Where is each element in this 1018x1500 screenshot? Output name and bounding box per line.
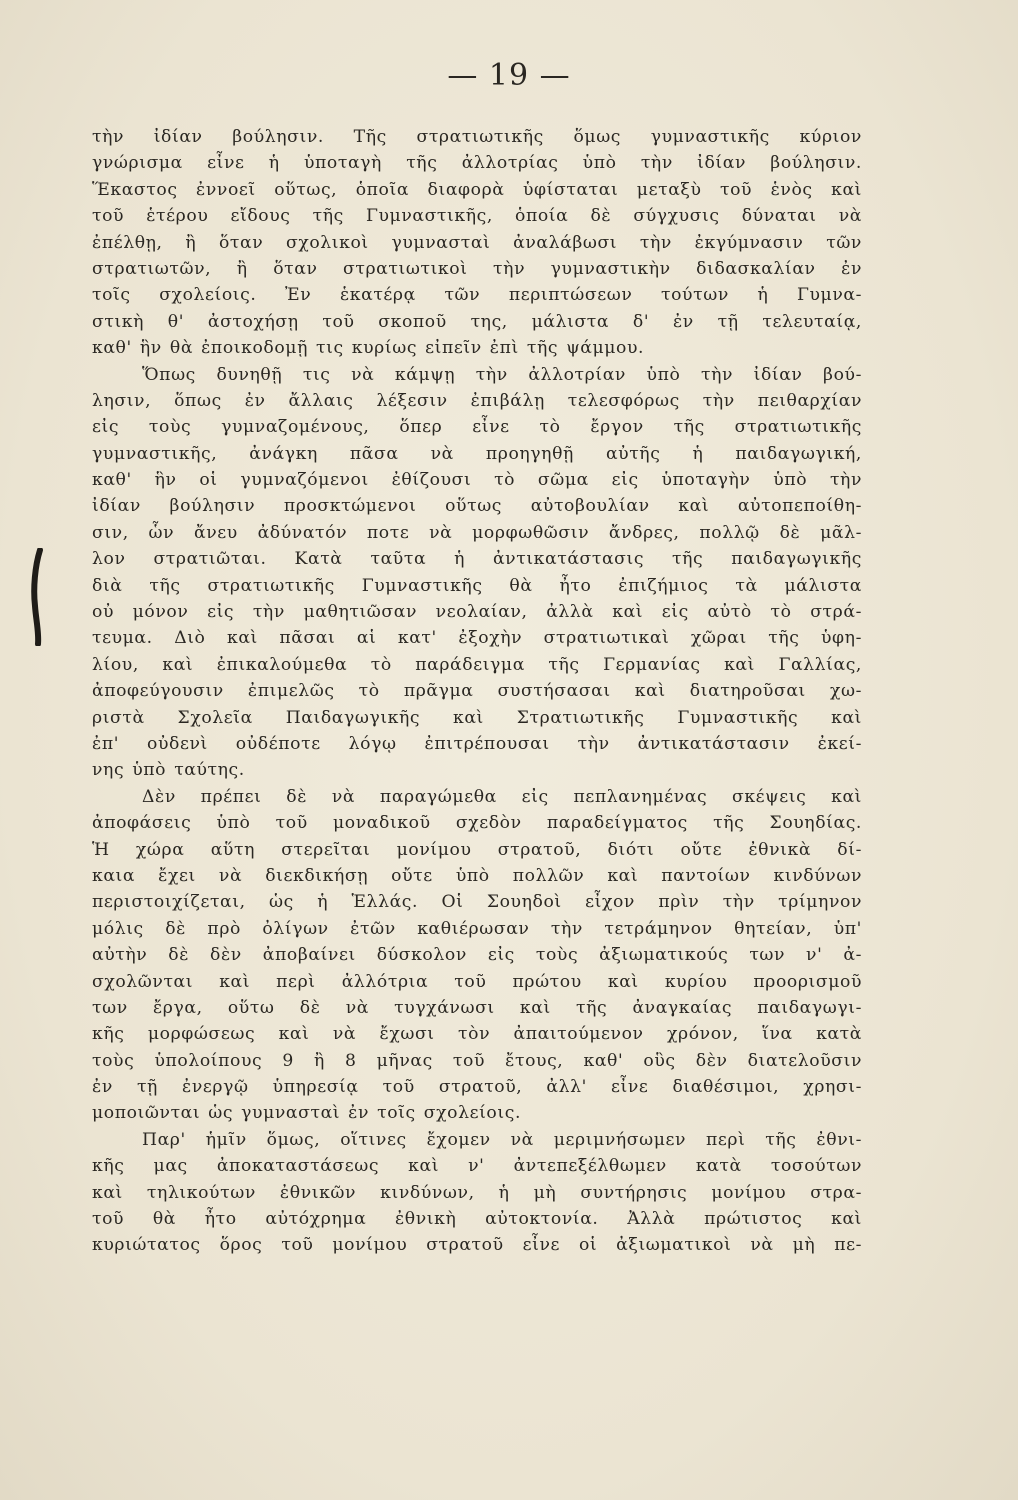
- text-line: στρατιωτῶν, ἢ ὅταν στρατιωτικοὶ τὴν γυμναστικὴν διδασκαλίαν ἐν: [92, 258, 862, 279]
- text-line: των ἔργα, οὕτω δὲ νὰ τυγχάνωσι καὶ τῆς ἀναγκαίας παιδαγωγι-: [92, 997, 862, 1018]
- text-line: διὰ τῆς στρατιωτικῆς Γυμναστικῆς θὰ ἦτο ἐπιζήμιος τὰ μάλιστα: [92, 575, 862, 596]
- text-line: καὶ τηλικούτων ἐθνικῶν κινδύνων, ἡ μὴ συντήρησις μονίμου στρα-: [92, 1182, 862, 1203]
- text-line: τοὺς ὑπολοίπους 9 ἢ 8 μῆνας τοῦ ἔτους, καθ' οὓς δὲν διατελοῦσιν: [92, 1050, 862, 1071]
- text-line: ἀποφάσεις ὑπὸ τοῦ μοναδικοῦ σχεδὸν παραδείγματος τῆς Σουηδίας.: [92, 813, 862, 834]
- text-line: αὐτὴν δὲ δὲν ἀποβαίνει δύσκολον εἰς τοὺς ἀξιωματικούς των ν' ἀ-: [92, 945, 862, 966]
- text-line: τοῖς σχολείοις. Ἐν ἑκατέρᾳ τῶν περιπτώσεων τούτων ἡ Γυμνα-: [92, 285, 862, 306]
- text-line: Ὅπως δυνηθῇ τις νὰ κάμψῃ τὴν ἀλλοτρίαν ὑπὸ τὴν ἰδίαν βού-: [142, 364, 862, 385]
- text-line: μοποιῶνται ὡς γυμνασταὶ ἐν τοῖς σχολείοις.: [92, 1103, 522, 1124]
- text-line: Ἡ χώρα αὕτη στερεῖται μονίμου στρατοῦ, διότι οὔτε ἐθνικὰ δί-: [92, 839, 862, 860]
- text-line: ἀποφεύγουσιν ἐπιμελῶς τὸ πρᾶγμα συστήσασαι καὶ διατηροῦσαι χω-: [92, 681, 862, 702]
- page-number: — 19 —: [447, 58, 571, 93]
- text-line: ἐν τῇ ἐνεργῷ ὑπηρεσίᾳ τοῦ στρατοῦ, ἀλλ' εἶνε διαθέσιμοι, χρησι-: [92, 1077, 862, 1098]
- text-line: τευμα. Διὸ καὶ πᾶσαι αἱ κατ' ἐξοχὴν στρατιωτικαὶ χῶραι τῆς ὑφη-: [92, 628, 862, 649]
- text-line: σιν, ὧν ἄνευ ἀδύνατόν ποτε νὰ μορφωθῶσιν ἄνδρες, πολλῷ δὲ μᾶλ-: [92, 522, 862, 543]
- text-line: ἐπ' οὐδενὶ οὐδέποτε λόγῳ ἐπιτρέπουσαι τὴν ἀντικατάστασιν ἐκεί-: [92, 733, 862, 754]
- text-line: στικὴ θ' ἀστοχήσῃ τοῦ σκοποῦ της, μάλιστα δ' ἐν τῇ τελευταίᾳ,: [92, 311, 862, 332]
- text-line: κῆς μορφώσεως καὶ νὰ ἔχωσι τὸν ἀπαιτούμενον χρόνον, ἵνα κατὰ: [92, 1024, 862, 1045]
- text-line: τοῦ θὰ ἦτο αὐτόχρημα ἐθνικὴ αὐτοκτονία. Ἀλλὰ πρώτιστος καὶ: [92, 1209, 862, 1230]
- text-line: τὴν ἰδίαν βούλησιν. Τῆς στρατιωτικῆς ὅμως γυμναστικῆς κύριον: [92, 127, 862, 147]
- text-line: γνώρισμα εἶνε ἡ ὑποταγὴ τῆς ἀλλοτρίας ὑπὸ τὴν ἰδίαν βούλησιν.: [92, 153, 862, 174]
- text-line: καθ' ἣν οἱ γυμναζόμενοι ἐθίζουσι τὸ σῶμα εἰς ὑποταγὴν ὑπὸ τὴν: [92, 470, 862, 491]
- text-line: κυριώτατος ὅρος τοῦ μονίμου στρατοῦ εἶνε οἱ ἀξιωματικοὶ νὰ μὴ πε-: [92, 1235, 862, 1256]
- text-line: γυμναστικῆς, ἀνάγκη πᾶσα νὰ προηγηθῇ αὐτῆς ἡ παιδαγωγική,: [92, 443, 862, 464]
- text-line: οὐ μόνον εἰς τὴν μαθητιῶσαν νεολαίαν, ἀλλὰ καὶ εἰς αὐτὸ τὸ στρά-: [92, 602, 862, 623]
- text-line: Δὲν πρέπει δὲ νὰ παραγώμεθα εἰς πεπλανημένας σκέψεις καὶ: [142, 786, 862, 807]
- text-line: Παρ' ἡμῖν ὅμως, οἵτινες ἔχομεν νὰ μεριμνήσωμεν περὶ τῆς ἐθνι-: [142, 1129, 862, 1150]
- text-line: περιστοιχίζεται, ὡς ἡ Ἑλλάς. Οἱ Σουηδοὶ εἶχον πρὶν τὴν τρίμηνον: [92, 892, 862, 913]
- text-line: κῆς μας ἀποκαταστάσεως καὶ ν' ἀντεπεξέλθωμεν κατὰ τοσούτων: [92, 1156, 862, 1177]
- text-line: σχολῶνται καὶ περὶ ἀλλότρια τοῦ πρώτου καὶ κυρίου προορισμοῦ: [92, 971, 862, 992]
- text-line: καια ἔχει νὰ διεκδικήσῃ οὔτε ὑπὸ πολλῶν καὶ παντοίων κινδύνων: [92, 865, 862, 886]
- text-line: Ἕκαστος ἐννοεῖ οὕτως, ὁποῖα διαφορὰ ὑφίσταται μεταξὺ τοῦ ἑνὸς καὶ: [92, 179, 862, 200]
- text-line: τοῦ ἑτέρου εἴδους τῆς Γυμναστικῆς, ὁποία δὲ σύγχυσις δύναται νὰ: [92, 206, 862, 227]
- text-line: λησιν, ὅπως ἐν ἄλλαις λέξεσιν ἐπιβάλῃ τελεσφόρως τὴν πειθαρχίαν: [92, 390, 862, 411]
- text-line: λίου, καὶ ἐπικαλούμεθα τὸ παράδειγμα τῆς Γερμανίας καὶ Γαλλίας,: [92, 654, 862, 675]
- text-line: ριστὰ Σχολεῖα Παιδαγωγικῆς καὶ Στρατιωτικῆς Γυμναστικῆς καὶ: [92, 707, 862, 728]
- text-line: ἰδίαν βούλησιν προσκτώμενοι οὕτως αὐτοβουλίαν καὶ αὐτοπεποίθη-: [92, 496, 862, 517]
- body-text: [92, 124, 862, 1259]
- margin-ink-mark: [26, 548, 50, 646]
- text-line: λον στρατιῶται. Κατὰ ταῦτα ἡ ἀντικατάστασις τῆς παιδαγωγικῆς: [92, 549, 862, 570]
- text-line: καθ' ἣν θὰ ἐποικοδομῇ τις κυρίως εἰπεῖν ἐπὶ τῆς ψάμμου.: [92, 338, 645, 359]
- text-line: εἰς τοὺς γυμναζομένους, ὅπερ εἶνε τὸ ἔργον τῆς στρατιωτικῆς: [92, 417, 862, 438]
- text-line: ἐπέλθῃ, ἢ ὅταν σχολικοὶ γυμνασταὶ ἀναλάβωσι τὴν ἐκγύμνασιν τῶν: [92, 232, 862, 253]
- text-line: νης ὑπὸ ταύτης.: [92, 760, 245, 781]
- text-line: μόλις δὲ πρὸ ὀλίγων ἐτῶν καθιέρωσαν τὴν τετράμηνον θητείαν, ὑπ': [92, 918, 862, 939]
